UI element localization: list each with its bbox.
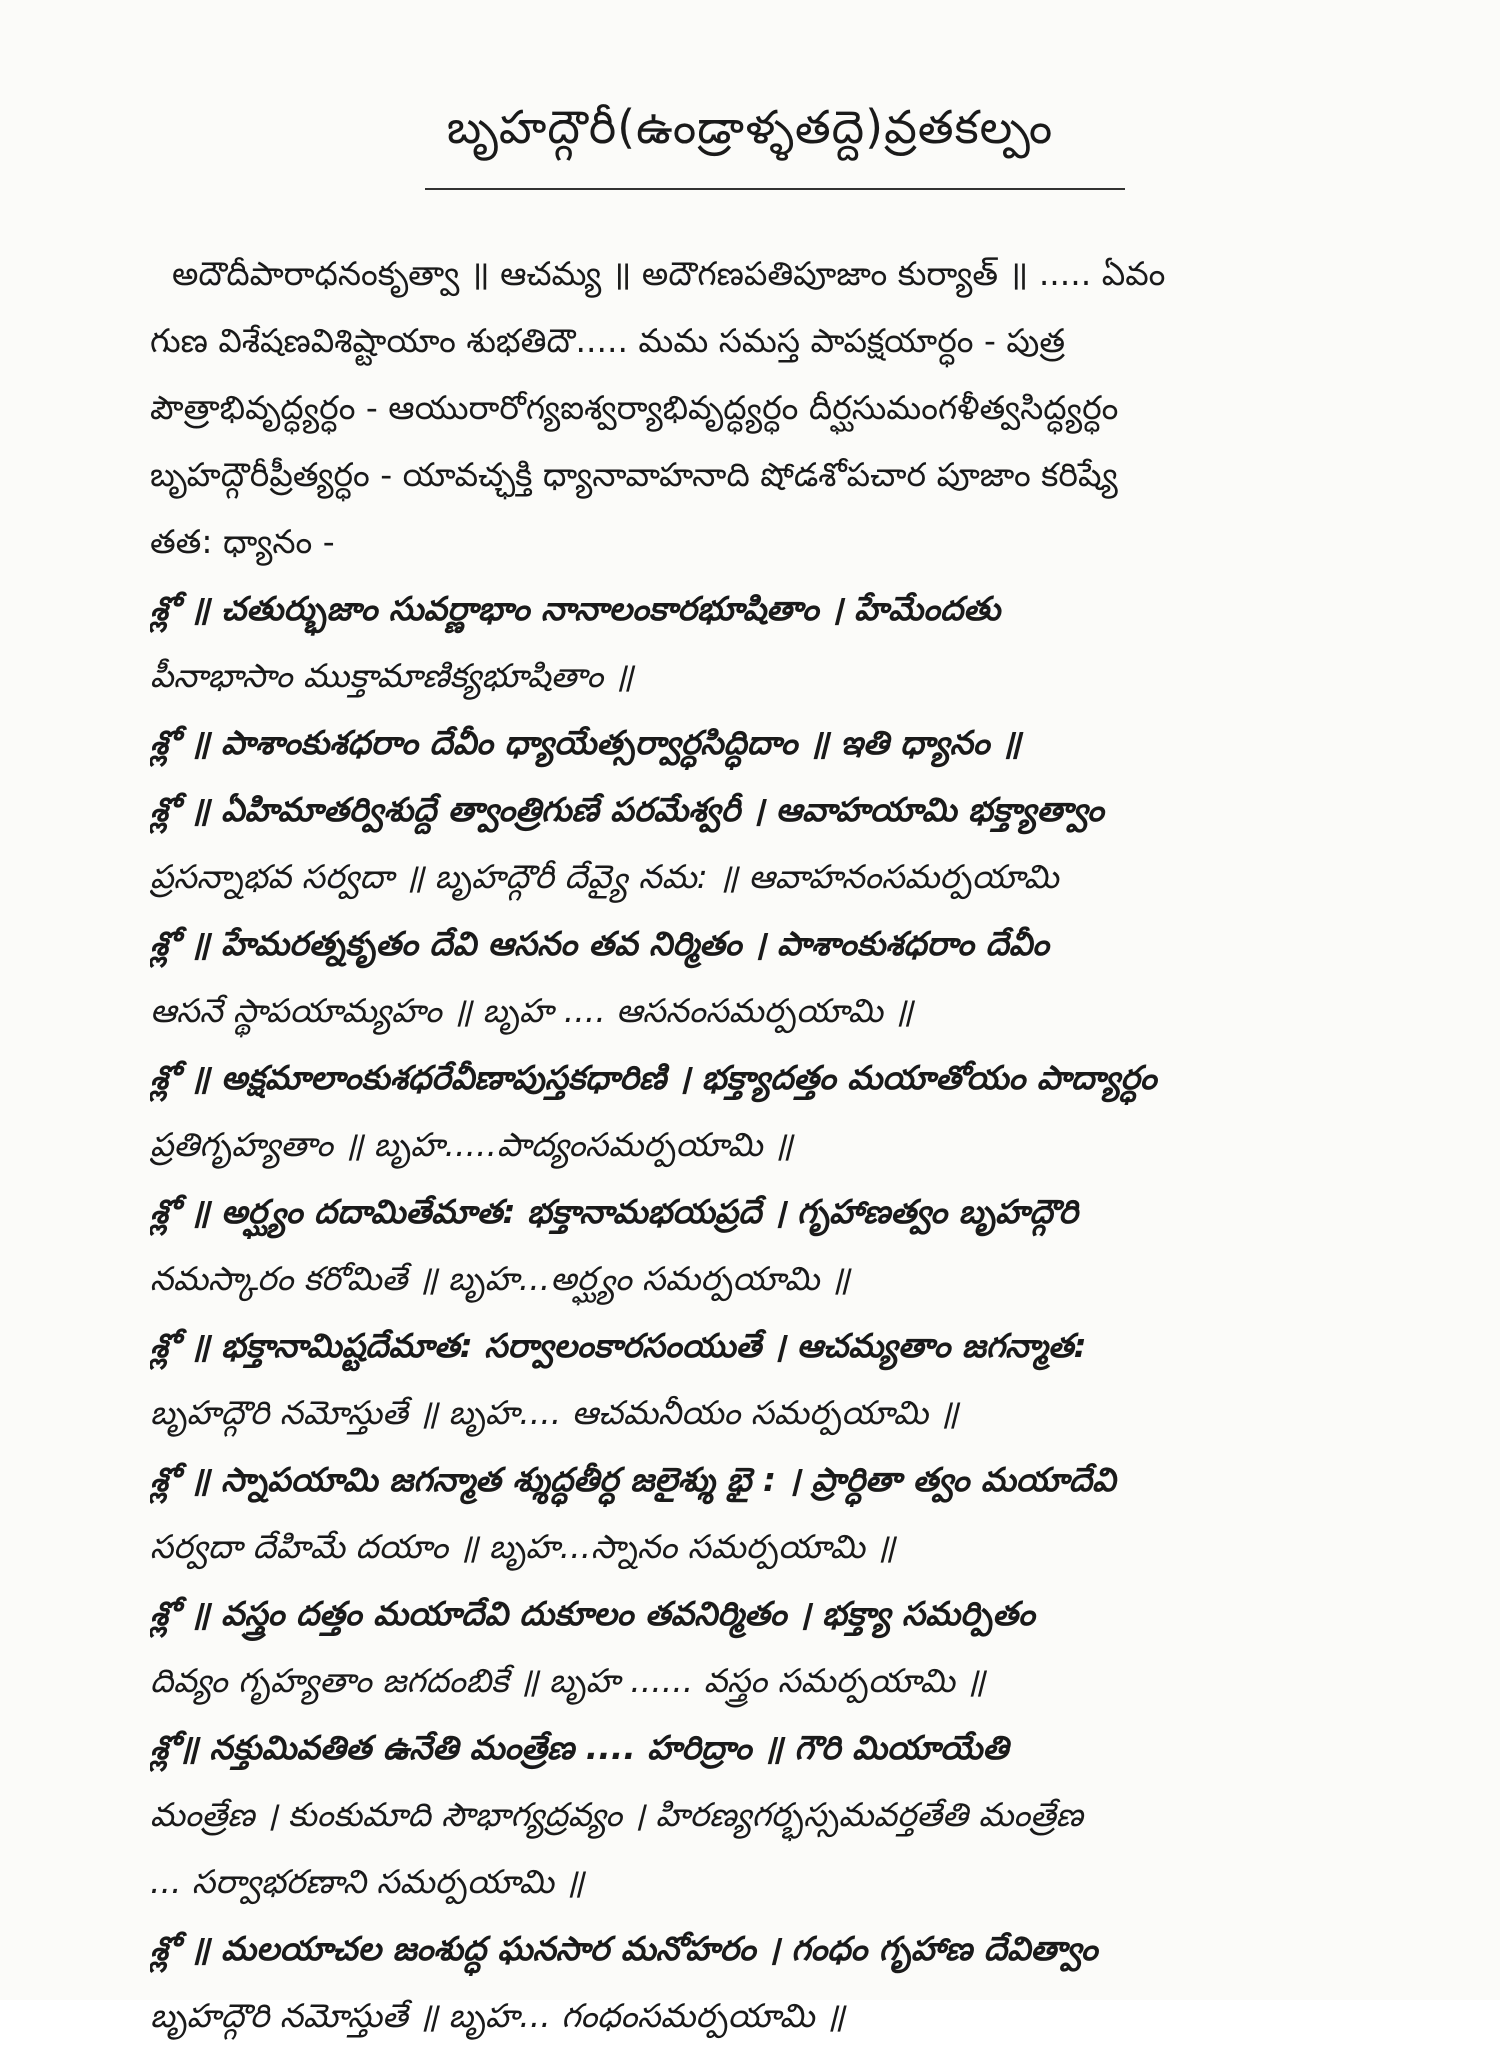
verse-line: శ్లో ॥ మలయాచల జంశుద్ధ ఘనసార మనోహరం । గంధం గృహాణ దేవిత్వాం (150, 1929, 1098, 1968)
text-line: పౌత్రాభివృద్ధ్యర్ధం - ఆయురారోగ్యఐశ్వర్యాభివృద్ధ్యర్ధం దీర్ఘసుమంగళీత్వసిద్ధ్యర్ధం (150, 388, 1119, 427)
verse-line: సర్వదా దేహిమే దయాం ॥ బృహ...స్నానం సమర్పయామి ॥ (150, 1527, 896, 1566)
verse-line: శ్లో ॥ స్నాపయామి జగన్మాత శ్శుద్ధతీర్ధ జలైశ్శు భై : । ప్రార్ధితా త్వం మయాదేవి (150, 1460, 1116, 1499)
page-title: బృహద్గౌరీ(ఉండ్రాళ్ళతద్దె)వ్రతకల్పం (446, 100, 1054, 154)
verse-line: శ్లో ॥ ఏహిమాతర్విశుద్దే త్వాంత్రిగుణే పరమేశ్వరీ । ఆవాహయామి భక్త్యాత్వాం (150, 790, 1104, 829)
verse-line: పీనాభాసాం ముక్తామాణిక్యభూషితాం ॥ (150, 656, 634, 695)
verse-line: ... సర్వాభరణాని సమర్పయామి ॥ (150, 1862, 585, 1901)
text-line: తత: ధ్యానం - (150, 522, 335, 561)
verse-line: శ్లో ॥ పాశాంకుశధరాం దేవీం ధ్యాయేత్సర్వార్ధసిద్ధిదాం ॥ ఇతి ధ్యానం ॥ (150, 723, 1021, 762)
verse-line: బృహద్గౌరి నమోస్తుతే ॥ బృహ... గంధంసమర్పయామి ॥ (150, 1996, 845, 2035)
verse-line: శ్లో ॥ భక్తానామిష్టదేమాత: సర్వాలంకారసంయుతే । ఆచమ్యతాం జగన్మాత: (150, 1326, 1087, 1365)
verse-line: శ్లో ॥ హేమరత్నకృతం దేవి ఆసనం తవ నిర్మితం । పాశాంకుశధరాం దేవీం (150, 924, 1049, 963)
title-underline (425, 188, 1125, 190)
verse-line: శ్లో ॥ అక్షమాలాంకుశధరేవీణాపుస్తకధారిణి । భక్త్యాదత్తం మయాతోయం పాద్యార్ధం (150, 1058, 1157, 1097)
verse-line: శ్లో ॥ వస్త్రం దత్తం మయాదేవి దుకూలం తవనిర్మితం । భక్త్యా సమర్పితం (150, 1594, 1035, 1633)
text-line: గుణ విశేషణవిశిష్టాయాం శుభతిదౌ..... మమ సమస్త పాపక్షయార్ధం - పుత్ర (150, 321, 1066, 360)
verse-line: దివ్యం గృహ్యతాం జగదంబికే ॥ బృహ ...... వస్త్రం సమర్పయామి ॥ (150, 1661, 986, 1700)
text-line: అదౌదీపారాధనంకృత్వా ॥ ఆచమ్య ॥ అదౌగణపతిపూజాం కుర్యాత్ ॥ ..... ఏవం (172, 254, 1166, 293)
verse-line: ఆసనే స్థాపయామ్యహం ॥ బృహ .... ఆసనంసమర్పయామి ॥ (150, 991, 914, 1030)
text-line: బృహద్గౌరీప్రీత్యర్ధం - యావచ్ఛక్తి ధ్యానావాహనాది షోడశోపచార పూజాం కరిష్యే (150, 455, 1118, 494)
verse-line: శ్లో॥ నక్తుమివతిత ఉనేతి మంత్రేణ .... హరిద్రాం ॥ గౌరి మియాయేతి (150, 1728, 1009, 1767)
document-body (150, 240, 1350, 2049)
verse-line: నమస్కారం కరోమితే ॥ బృహ...అర్ఘ్యం సమర్పయామి ॥ (150, 1259, 850, 1298)
verse-line: బృహద్గౌరి నమోస్తుతే ॥ బృహ.... ఆచమనీయం సమర్పయామి ॥ (150, 1393, 959, 1432)
verse-line: శ్లో ॥ అర్ఘ్యం దదామితేమాత: భక్తానామభయప్రదే । గృహాణత్వం బృహద్గౌరి (150, 1192, 1078, 1231)
verse-line: ప్రతిగృహ్యతాం ॥ బృహ.....పాద్యంసమర్పయామి ॥ (150, 1125, 793, 1164)
verse-line: ప్రసన్నాభవ సర్వదా ॥ బృహద్గౌరీ దేవ్యై నమ: ॥ ఆవాహనంసమర్పయామి (150, 857, 1059, 896)
verse-line: శ్లో ॥ చతుర్భుజాం సువర్ణాభాం నానాలంకారభూషితాం । హేమేందతు (150, 589, 1001, 628)
verse-line: మంత్రేణ । కుంకుమాది సౌభాగ్యద్రవ్యం । హిరణ్యగర్భస్సమవర్తతేతి మంత్రేణ (150, 1795, 1084, 1834)
